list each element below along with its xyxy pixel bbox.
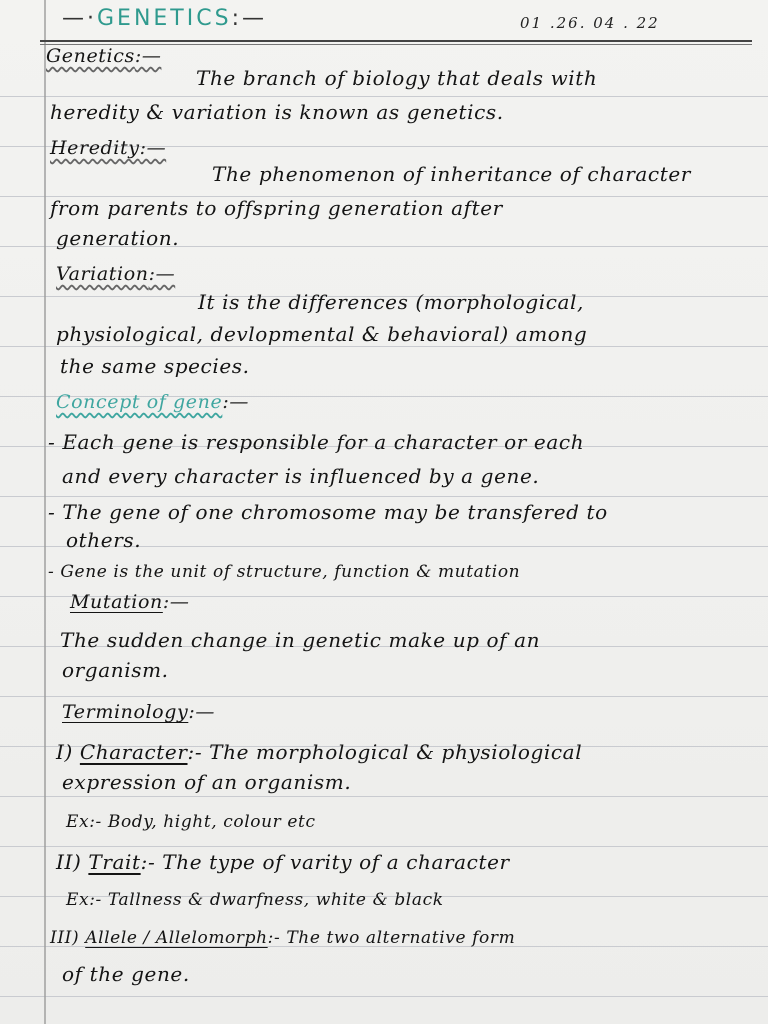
mutation-heading-text: Mutation bbox=[70, 591, 163, 613]
heredity-heading-text: Heredity bbox=[50, 137, 140, 159]
concept-line-5: - Gene is the unit of structure, function & mutation bbox=[48, 562, 521, 582]
ruled-line bbox=[0, 496, 768, 497]
ruled-line bbox=[0, 346, 768, 347]
ruled-line bbox=[0, 96, 768, 97]
concept-line-4: others. bbox=[66, 528, 142, 552]
genetics-heading-text: Genetics bbox=[46, 45, 135, 67]
variation-line-2: physiological, devlopmental & behavioral) among bbox=[56, 322, 588, 346]
mutation-line-2: organism. bbox=[62, 658, 169, 682]
ruled-line bbox=[0, 696, 768, 697]
term-name: Allele / Allelomorph bbox=[85, 928, 268, 948]
heading-suffix: :— bbox=[162, 591, 190, 613]
genetics-line-2: heredity & variation is known as genetics. bbox=[50, 100, 504, 124]
heading-suffix: :— bbox=[222, 391, 249, 413]
variation-line-3: the same species. bbox=[60, 354, 250, 378]
genetics-line-1: The branch of biology that deals with bbox=[196, 66, 598, 90]
page-title-text: GENETICS bbox=[97, 6, 232, 31]
heredity-line-2: from parents to offspring generation after bbox=[50, 196, 503, 220]
term-character-example: Ex:- Body, hight, colour etc bbox=[66, 812, 316, 832]
heading-suffix: :— bbox=[139, 137, 167, 159]
term-character bbox=[56, 740, 582, 764]
concept-line-1: - Each gene is responsible for a character or each bbox=[48, 430, 585, 454]
terminology-heading-text: Terminology bbox=[62, 701, 189, 723]
term-definition: :- The morphological & physiological bbox=[187, 740, 583, 764]
heading-suffix: :— bbox=[134, 45, 162, 67]
heredity-line-1: The phenomenon of inheritance of character bbox=[212, 162, 691, 186]
page-title: —·GENETICS:— bbox=[62, 6, 267, 31]
term-allele bbox=[50, 926, 515, 950]
terminology-heading bbox=[62, 700, 215, 724]
page-date: 01 .26. 04 . 22 bbox=[520, 14, 660, 32]
heredity-line-3: generation. bbox=[56, 226, 180, 250]
genetics-heading bbox=[46, 44, 161, 68]
variation-heading-text: Variation bbox=[56, 263, 149, 285]
term-character-line-2: expression of an organism. bbox=[62, 770, 352, 794]
concept-heading bbox=[56, 390, 249, 414]
term-number: III) bbox=[50, 928, 80, 948]
mutation-line-1: The sudden change in genetic make up of an bbox=[60, 628, 541, 652]
heading-suffix: :— bbox=[188, 701, 215, 723]
term-name: Character bbox=[79, 740, 188, 764]
term-allele-line-2: of the gene. bbox=[62, 962, 190, 986]
concept-line-3: - The gene of one chromosome may be transfered to bbox=[48, 500, 608, 524]
variation-line-1: It is the differences (morphological, bbox=[198, 290, 585, 314]
term-trait-example: Ex:- Tallness & dwarfness, white & black bbox=[66, 890, 444, 910]
term-definition: :- The type of varity of a character bbox=[140, 850, 510, 874]
header-rule bbox=[40, 40, 752, 42]
heredity-heading bbox=[50, 136, 166, 160]
concept-heading-text: Concept of gene bbox=[56, 391, 223, 413]
term-trait bbox=[56, 850, 510, 874]
heading-suffix: :— bbox=[148, 263, 176, 285]
ruled-line bbox=[0, 846, 768, 847]
term-number: II) bbox=[56, 850, 82, 874]
ruled-line bbox=[0, 996, 768, 997]
margin-line bbox=[44, 0, 46, 1024]
concept-line-2: and every character is influenced by a gene. bbox=[62, 464, 540, 488]
variation-heading bbox=[56, 262, 175, 286]
term-definition: :- The two alternative form bbox=[267, 928, 516, 948]
term-name: Trait bbox=[88, 850, 141, 874]
ruled-line bbox=[0, 796, 768, 797]
term-number: I) bbox=[56, 740, 73, 764]
mutation-heading bbox=[70, 590, 189, 614]
